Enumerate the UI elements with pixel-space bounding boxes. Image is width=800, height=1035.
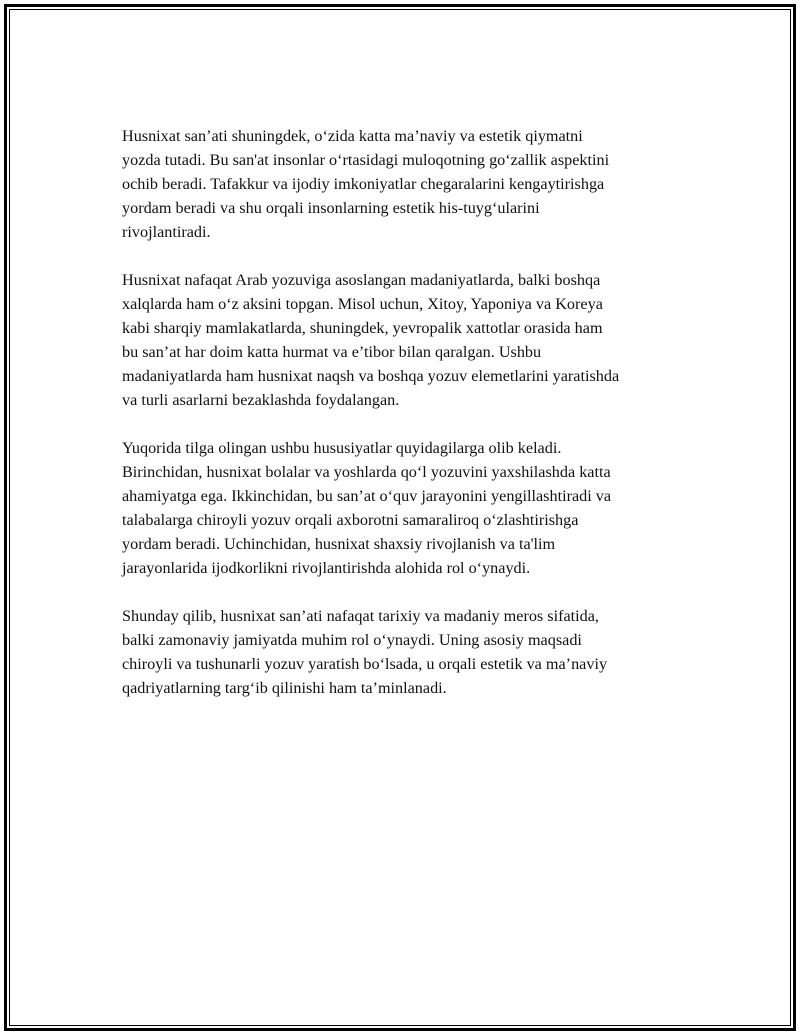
- paragraph-4: Shunday qilib, husnixat san’ati nafaqat tarixiy va madaniy meros sifatida, balki zamonaviy jamiyatda muhim rol o‘ynaydi. Uning asosiy maqsadi chiroyli va tushunarli yozuv yaratish bo‘lsada, u orqali estetik va ma’naviy qadriyatlarning targ‘ib qilinishi ham ta’minlanadi.: [122, 607, 608, 697]
- paragraph-1: Husnixat san’ati shuningdek, o‘zida katta ma’naviy va estetik qiymatni yozda tutadi. Bu san'at insonlar o‘rtasidagi muloqotning go‘zallik aspektini ochib beradi. Tafakkur va ijodiy imkoniyatlar chegaralarini kengaytirishga yordam beradi va shu orqali insonlarning estetik his-tuyg‘ularini rivojlantiradi.: [122, 127, 610, 241]
- document-body: [122, 124, 697, 724]
- paragraph-3: Yuqorida tilga olingan ushbu hususiyatlar quyidagilarga olib keladi. Birinchidan, husnixat bolalar va yoshlarda qo‘l yozuvini yaxshilashda katta ahamiyatga ega. Ikkinchidan, bu san’at o‘quv jarayonini yengillashtiradi va talabalarga chiroyli yozuv orqali axborotni samaraliroq o‘zlashtirishga yordam beradi. Uchinchidan, husnixat shaxsiy rivojlanish va ta'lim jarayonlarida ijodkorlikni rivojlantirishda alohida rol o‘ynaydi.: [122, 439, 612, 577]
- page-border: [4, 4, 796, 1031]
- paragraph-2: Husnixat nafaqat Arab yozuviga asoslangan madaniyatlarda, balki boshqa xalqlarda ham o‘z aksini topgan. Misol uchun, Xitoy, Yaponiya va Koreya kabi sharqiy mamlakatlarda, shuningdek, yevropalik xattotlar orasida ham bu san’at har doim katta hurmat va e’tibor bilan qaralgan. Ushbu madaniyatlarda ham husnixat naqsh va boshqa yozuv elemetlarini yaratishda va turli asarlarni bezaklashda foydalangan.: [122, 271, 620, 409]
